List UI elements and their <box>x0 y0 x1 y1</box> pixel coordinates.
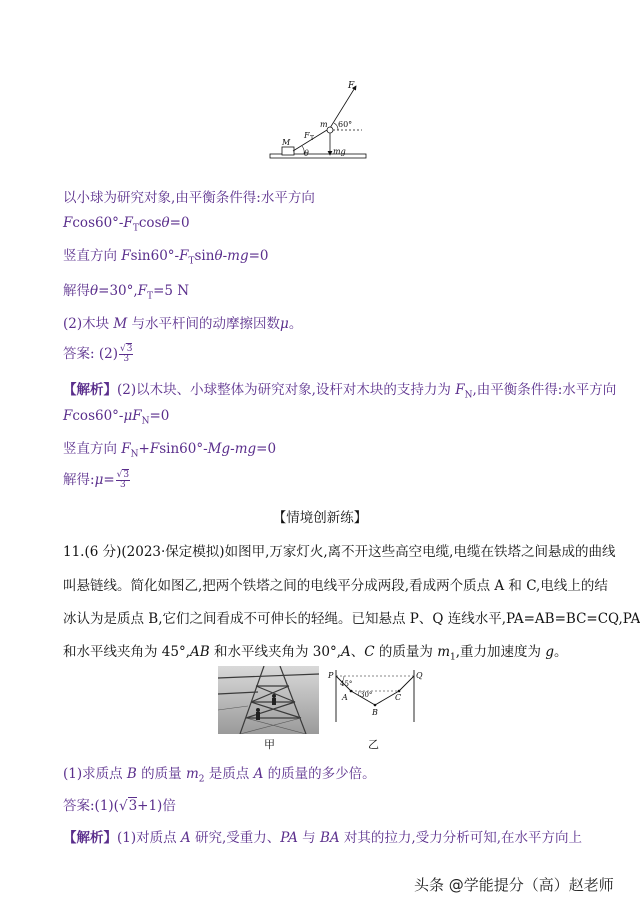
text-line-9: 竖直方向 $F_N+Fsin60^\circ-Mg-mg=0$ <box>63 441 277 460</box>
label-45: 45° <box>340 680 353 688</box>
caption-jia: 甲 <box>264 738 275 751</box>
question-11-part-1: (1)求质点 B 的质量 $m_2$ 是质点 A 的质量的多少倍。 <box>63 766 376 785</box>
catenary-diagram <box>322 666 428 724</box>
block-M <box>282 147 294 155</box>
text-line-1: 以小球为研究对象,由平衡条件得:水平方向 <box>63 190 315 206</box>
label-30: 30° <box>360 691 373 699</box>
text-line-8: $Fcos60^\circ-\mu F_N=0$ <box>63 408 170 427</box>
label-Q: Q <box>416 671 423 680</box>
label-B: B <box>372 708 378 717</box>
tower-photo <box>218 666 319 734</box>
caption-yi: 乙 <box>368 738 379 751</box>
label-FT: F <box>304 131 310 140</box>
text-line-5: (2)木块 M 与水平杆间的动摩擦因数μ。 <box>63 316 303 332</box>
label-P: P <box>328 671 334 680</box>
label-60: 60° <box>338 120 353 129</box>
label-mg: mg <box>333 147 346 156</box>
label-F: F <box>348 81 355 91</box>
text-line-4: 解得$\theta=30^\circ,F_T=5$ N <box>63 283 190 302</box>
force-diagram-figure <box>262 76 374 166</box>
ball-m <box>327 127 333 133</box>
question-11-line-2: 叫悬链线。简化如图乙,把两个铁塔之间的电线平分成两段,看成两个质点 A 和 C,电线上的结 <box>63 578 608 594</box>
label-m: m <box>320 120 328 129</box>
question-11-line-3: 冰认为是质点 B,它们之间看成不可伸长的轻绳。已知悬点 P、Q 连线水平,PA=AB=BC=CQ,PA <box>63 611 640 627</box>
answer-11-1: 答案:(1)(√3+1)倍 <box>63 798 176 814</box>
answer-line-2: 答案: (2) $\frac{√3}{3}$ <box>63 344 133 364</box>
label-theta: θ <box>304 149 309 158</box>
label-M: M <box>282 138 291 147</box>
label-A: A <box>342 693 348 702</box>
label-FT-sub: T <box>310 135 315 142</box>
label-C: C <box>395 693 402 702</box>
question-11-line-1: 11.(6 分)(2023·保定模拟)如图甲,万家灯火,离不开这些高空电缆,电缆在铁塔之间悬成的曲线 <box>63 544 616 560</box>
question-11-line-4: 和水平线夹角为 45°,AB 和水平线夹角为 30°,A、C 的质量为 $m_1$,重力加速度为 g。 <box>63 644 568 663</box>
text-line-2: $Fcos60^\circ-F_T\cos\theta=0$ <box>63 215 190 234</box>
footer-watermark: 头条 @学能提分（高）赵老师 <box>414 876 614 894</box>
section-title: 【情境创新练】 <box>272 510 368 526</box>
analysis-line-1: 【解析】(2)以木块、小球整体为研究对象,设杆对木块的支持力为 $F_N$,由平衡条件得:水平方向 <box>63 382 617 401</box>
text-line-10: 解得:μ= $\frac{√3}{3}$ <box>63 470 130 490</box>
text-line-3: 竖直方向 $Fsin60^\circ-F_T\sin\theta-mg=0$ <box>63 248 269 267</box>
analysis-11-line-1: 【解析】(1)对质点 A 研究,受重力、PA 与 BA 对其的拉力,受力分析可知,在水平方向上 <box>63 830 582 846</box>
